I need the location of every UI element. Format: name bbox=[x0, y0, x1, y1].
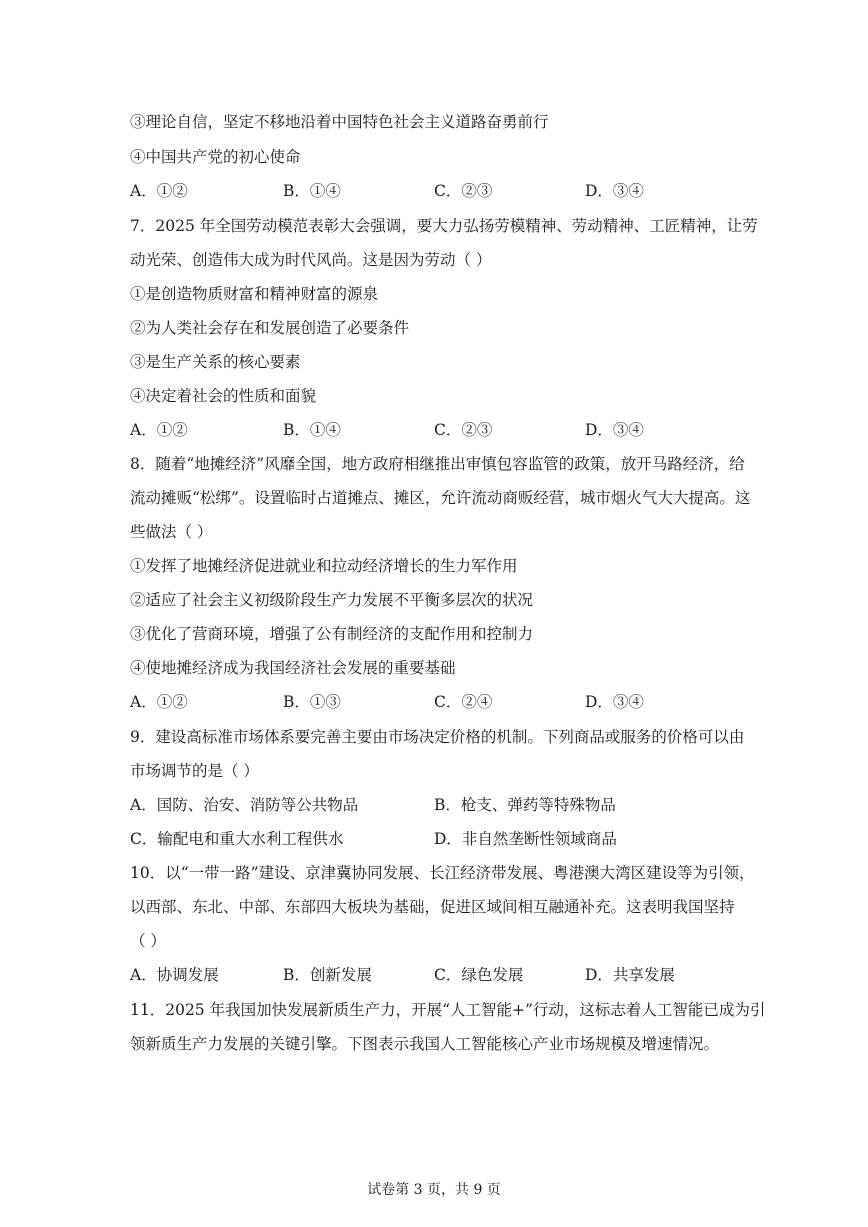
q7-item-1: ①是创造物质财富和精神财富的源泉 bbox=[130, 285, 379, 303]
q7-stem-line-1: 7．2025 年全国劳动模范表彰大会强调，要大力弘扬劳模精神、劳动精神、工匠精神，让劳 bbox=[130, 217, 758, 235]
q8-stem-line-1: 8．随着“地摊经济”风靡全国，地方政府相继推出审慎包容监管的政策，放开马路经济，给 bbox=[130, 455, 745, 473]
q9-option-d: D．非自然垄断性领域商品 bbox=[434, 830, 617, 848]
q9-option-b: B．枪支、弹药等特殊物品 bbox=[434, 796, 616, 814]
q9-option-a: A．国防、治安、消防等公共物品 bbox=[130, 796, 359, 814]
q11-stem-line-1: 11．2025 年我国加快发展新质生产力，开展“人工智能+”行动，这标志着人工智能已成为引 bbox=[130, 1001, 766, 1019]
q6-item-4: ④中国共产党的初心使命 bbox=[130, 148, 301, 166]
q6-option-a: A．①② bbox=[130, 182, 188, 200]
q7-option-c: C．②③ bbox=[434, 421, 493, 439]
q7-item-2: ②为人类社会存在和发展创造了必要条件 bbox=[130, 319, 410, 337]
q10-option-c: C．绿色发展 bbox=[434, 966, 524, 984]
q7-item-3: ③是生产关系的核心要素 bbox=[130, 353, 301, 371]
q8-option-a: A．①② bbox=[130, 693, 188, 711]
q10-option-a: A．协调发展 bbox=[130, 966, 219, 984]
q9-stem-line-1: 9．建设高标准市场体系要完善主要由市场决定价格的机制。下列商品或服务的价格可以由 bbox=[130, 728, 745, 746]
q8-option-d: D．③④ bbox=[585, 693, 644, 711]
q8-option-c: C．②④ bbox=[434, 693, 493, 711]
q8-item-2: ②适应了社会主义初级阶段生产力发展不平衡多层次的状况 bbox=[130, 591, 534, 609]
q6-option-b: B．①④ bbox=[283, 182, 341, 200]
q10-stem-line-1: 10．以“一带一路”建设、京津冀协同发展、长江经济带发展、粤港澳大湾区建设等为引领， bbox=[130, 864, 755, 882]
page-footer: 试卷第 3 页，共 9 页 bbox=[367, 1182, 501, 1198]
q11-stem-line-2: 领新质生产力发展的关键引擎。下图表示我国人工智能核心产业市场规模及增速情况。 bbox=[130, 1035, 720, 1053]
q8-item-1: ①发挥了地摊经济促进就业和拉动经济增长的生力军作用 bbox=[130, 557, 518, 575]
q7-item-4: ④决定着社会的性质和面貌 bbox=[130, 387, 317, 405]
q9-stem-line-2: 市场调节的是（ ） bbox=[130, 762, 259, 780]
q6-item-3: ③理论自信，坚定不移地沿着中国特色社会主义道路奋勇前行 bbox=[130, 113, 549, 131]
q8-stem-line-3: 些做法（ ） bbox=[130, 523, 213, 541]
q8-item-3: ③优化了营商环境，增强了公有制经济的支配作用和控制力 bbox=[130, 625, 534, 643]
q10-option-b: B．创新发展 bbox=[283, 966, 372, 984]
q7-option-a: A．①② bbox=[130, 421, 188, 439]
q6-option-d: D．③④ bbox=[585, 182, 644, 200]
q9-option-c: C．输配电和重大水利工程供水 bbox=[130, 830, 344, 848]
q8-item-4: ④使地摊经济成为我国经济社会发展的重要基础 bbox=[130, 659, 456, 677]
q10-stem-line-2: 以西部、东北、中部、东部四大板块为基础，促进区域间相互融通补充。这表明我国坚持 bbox=[130, 898, 735, 916]
q8-option-b: B．①③ bbox=[283, 693, 341, 711]
q7-option-d: D．③④ bbox=[585, 421, 644, 439]
q7-option-b: B．①④ bbox=[283, 421, 341, 439]
q10-option-d: D．共享发展 bbox=[585, 966, 675, 984]
q8-stem-line-2: 流动摊贩“松绑”。设置临时占道摊点、摊区，允许流动商贩经营，城市烟火气大大提高。这 bbox=[130, 489, 751, 507]
q6-option-c: C．②③ bbox=[434, 182, 493, 200]
q10-stem-line-3: （ ） bbox=[130, 932, 166, 950]
q7-stem-line-2: 动光荣、创造伟大成为时代风尚。这是因为劳动（ ） bbox=[130, 251, 492, 269]
